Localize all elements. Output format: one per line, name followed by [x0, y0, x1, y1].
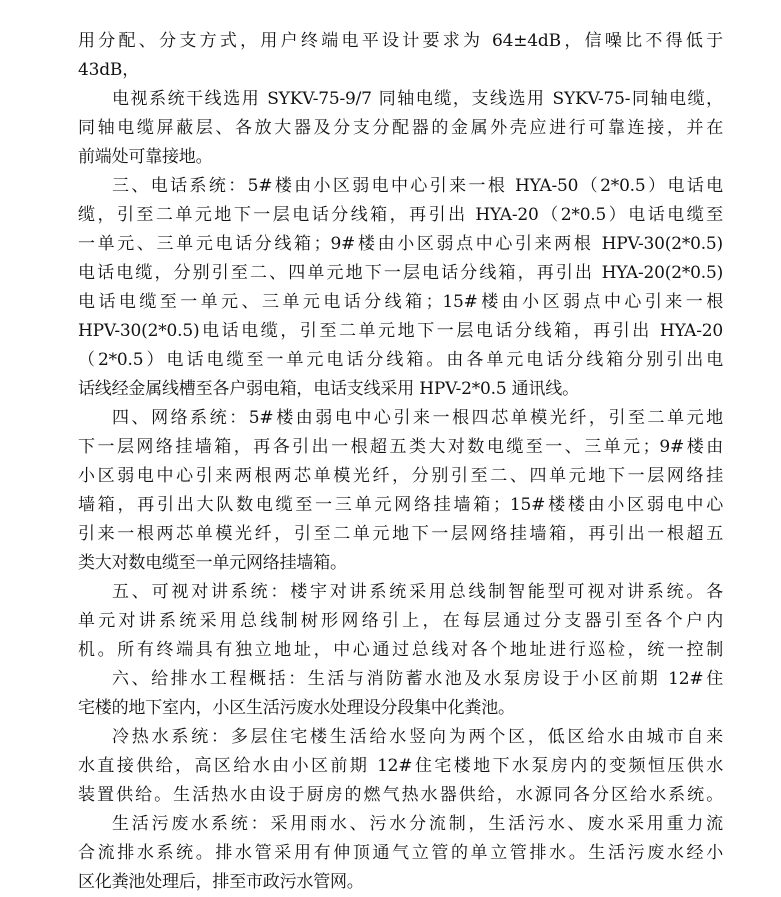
- paragraph-line: （2*0.5）电话电缆至一单元电话分线箱。由各单元电话分线箱分别引出电: [78, 350, 723, 370]
- paragraph-line: 用分配、分支方式，用户终端电平设计要求为 64±4dB，信噪比不得低于: [78, 31, 723, 51]
- paragraph-line: 电话电缆至一单元、三单元电话分线箱；15#楼由小区弱点中心引来一根: [78, 292, 723, 312]
- paragraph-line: 同轴电缆屏蔽层、各放大器及分支分配器的金属外壳应进行可靠连接，并在: [78, 118, 723, 138]
- paragraph-line: 冷热水系统：多层住宅楼生活给水竖向为两个区，低区给水由城市自来: [112, 727, 723, 747]
- paragraph-line: 五、可视对讲系统：楼宇对讲系统采用总线制智能型可视对讲系统。各: [112, 582, 723, 602]
- paragraph-line: 机。所有终端具有独立地址，中心通过总线对各个地址进行巡检，统一控制: [78, 640, 723, 660]
- paragraph-line: 宅楼的地下室内，小区生活污废水处理设分段集中化粪池。: [78, 698, 515, 718]
- paragraph-line: 一单元、三单元电话分线箱；9#楼由小区弱点中心引来两根 HPV-30(2*0.5): [78, 234, 723, 254]
- paragraph-line: 六、给排水工程概括：生活与消防蓄水池及水泵房设于小区前期 12#住: [112, 669, 723, 689]
- paragraph-line: 引来一根两芯单模光纤，引至二单元地下一层网络挂墙箱，再引出一根超五: [78, 524, 723, 544]
- paragraph-line: 合流排水系统。排水管采用有伸顶通气立管的单立管排水。生活污废水经小: [78, 843, 723, 863]
- paragraph-line: 生活污废水系统：采用雨水、污水分流制，生活污水、废水采用重力流: [112, 814, 723, 834]
- paragraph-line: 话线经金属线槽至各户弱电箱，电话支线采用 HPV-2*0.5 通讯线。: [78, 379, 579, 399]
- paragraph-line: 小区弱电中心引来两根两芯单模光纤，分别引至二、四单元地下一层网络挂: [78, 466, 723, 486]
- paragraph-line: 三、电话系统：5#楼由小区弱电中心引来一根 HYA-50（2*0.5）电话电: [112, 176, 723, 196]
- paragraph-line: 水直接供给，高区给水由小区前期 12#住宅楼地下水泵房内的变频恒压供水: [78, 756, 723, 776]
- paragraph-line: 墙箱，再引出大队数电缆至一三单元网络挂墙箱；15#楼楼由小区弱电中心: [78, 495, 723, 515]
- paragraph-line: 前端处可靠接地。: [78, 147, 213, 167]
- paragraph-line: 类大对数电缆至一单元网络挂墙箱。: [78, 553, 347, 573]
- paragraph-line: 区化粪池处理后，排至市政污水管网。: [78, 872, 364, 892]
- paragraph-line: 下一层网络挂墙箱，再各引出一根超五类大对数电缆至一、三单元；9#楼由: [78, 437, 723, 457]
- paragraph-line: 缆，引至二单元地下一层电话分线箱，再引出 HYA-20（2*0.5）电话电缆至: [78, 205, 723, 225]
- paragraph-line: 电视系统干线选用 SYKV-75-9/7 同轴电缆，支线选用 SYKV-75-同轴电缆，: [112, 89, 723, 109]
- paragraph-line: 电话电缆，分别引至二、四单元地下一层电话分线箱，再引出 HYA-20(2*0.5): [78, 263, 723, 283]
- paragraph-line: 43dB，: [78, 60, 140, 80]
- paragraph-line: 装置供给。生活热水由设于厨房的燃气热水器供给，水源同各分区给水系统。: [78, 785, 723, 805]
- paragraph-line: 单元对讲系统采用总线制树形网络引上，在每层通过分支器引至各个户内: [78, 611, 723, 631]
- paragraph-line: HPV-30(2*0.5)电话电缆，引至二单元地下一层电话分线箱，再引出 HYA-20: [78, 321, 723, 341]
- paragraph-line: 四、网络系统：5#楼由弱电中心引来一根四芯单模光纤，引至二单元地: [112, 408, 723, 428]
